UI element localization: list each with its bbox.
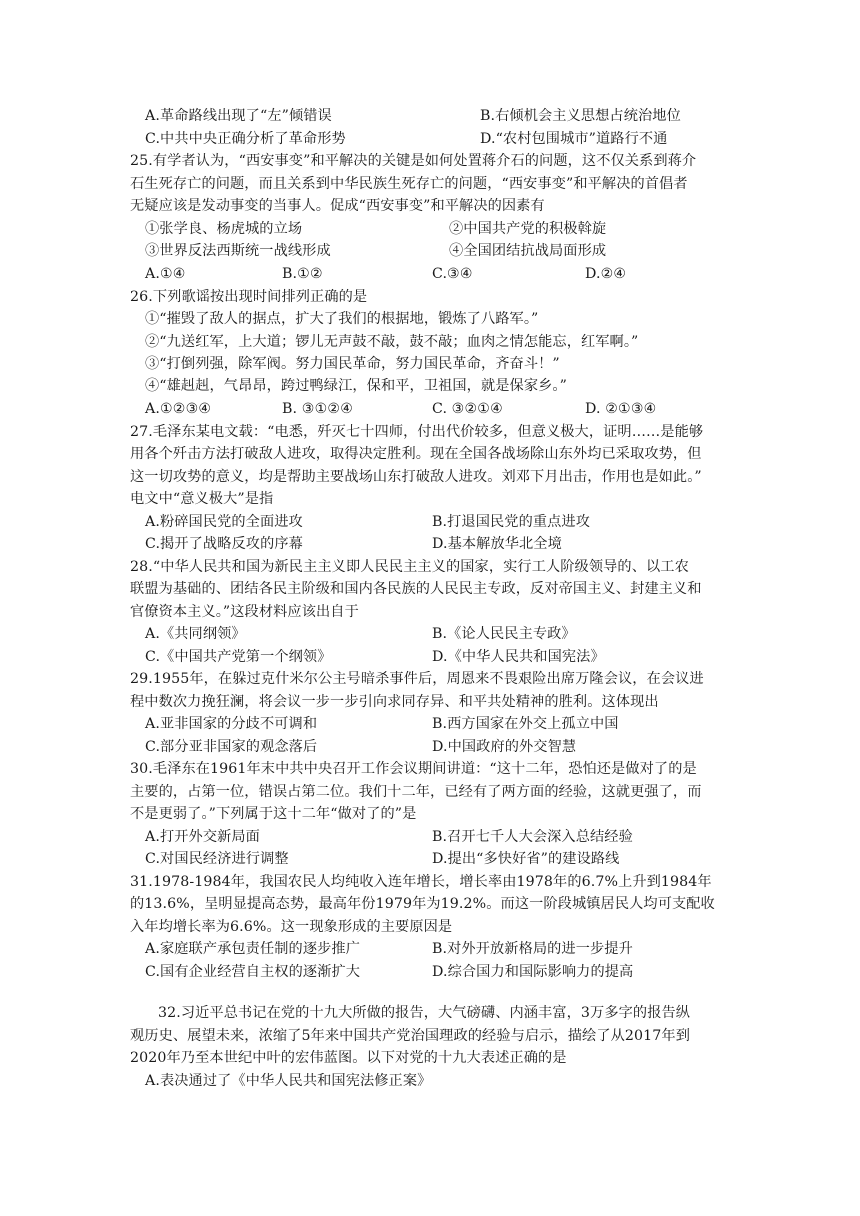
q25-stem-line-1: 25.有学者认为，“西安事变”和平解决的关键是如何处置蒋介石的问题，这不仅关系到蒋介 — [130, 153, 697, 169]
q29-option-a: A.亚非国家的分歧不可调和 — [145, 716, 318, 732]
q31-stem-line-2: 的13.6%，呈明显提高态势，最高年份1979年为19.2%。而这一阶段城镇居民人均可支配收 — [130, 896, 715, 912]
q26-stem: 26.下列歌谣按出现时间排列正确的是 — [130, 289, 368, 305]
q26-item-3: ③“打倒列强，除军阀。努力国民革命，努力国民革命，齐奋斗！” — [145, 356, 560, 372]
q32-stem-line-3: 2020年乃至本世纪中叶的宏伟蓝图。以下对党的十九大表述正确的是 — [130, 1050, 567, 1066]
q31-option-c: C.国有企业经营自主权的逐渐扩大 — [145, 964, 361, 980]
q30-stem-line-1: 30.毛泽东在1961年末中共中央召开工作会议期间讲道：“这十二年，恐怕还是做对了的是 — [130, 761, 697, 777]
q25-item-2: ②中国共产党的积极斡旋 — [449, 221, 607, 237]
q31-option-b: B.对外开放新格局的进一步提升 — [432, 941, 633, 957]
q27-stem-line-2: 用各个歼击方法打破敌人进攻，取得决定胜利。现在全国各战场除山东外均已采取攻势，但 — [130, 446, 702, 462]
q24-option-c: C.中共中央正确分析了革命形势 — [145, 131, 346, 147]
q28-option-b: B.《论人民民主专政》 — [432, 626, 576, 642]
q30-option-b: B.召开七千人大会深入总结经验 — [432, 829, 633, 845]
q31-stem-line-3: 入年均增长率为6.6%。这一现象形成的主要原因是 — [130, 919, 453, 935]
q25-item-4: ④全国团结抗战局面形成 — [449, 243, 607, 259]
q27-stem-line-4: 电文中“意义极大”是指 — [130, 491, 274, 507]
q25-option-b: B.①② — [282, 266, 323, 282]
q32-stem-line-1: 32.习近平总书记在党的十九大所做的报告，大气磅礴、内涵丰富，3万多字的报告纵 — [158, 1005, 691, 1021]
q26-option-a: A.①②③④ — [145, 401, 212, 417]
q24-option-a: A.革命路线出现了“左”倾错误 — [145, 108, 332, 124]
q28-option-a: A.《共同纲领》 — [145, 626, 246, 642]
q30-stem-line-2: 主要的，占第一位，错误占第二位。我们十二年，已经有了两方面的经验，这就更强了，而 — [130, 784, 702, 800]
q25-stem-line-3: 无疑应该是发动事变的当事人。促成“西安事变”和平解决的因素有 — [130, 198, 545, 214]
q26-item-4: ④“雄赳赳，气昂昂，跨过鸭绿江，保和平，卫祖国，就是保家乡。” — [145, 378, 567, 394]
q30-option-c: C.对国民经济进行调整 — [145, 851, 289, 867]
q30-option-a: A.打开外交新局面 — [145, 829, 260, 845]
q28-stem-line-2: 联盟为基础的、团结各民主阶级和国内各民族的人民民主专政，反对帝国主义、封建主义和 — [130, 581, 702, 597]
q26-item-2: ②“九送红军，上大道；锣儿无声鼓不敲，鼓不敲；血肉之情怎能忘，红军啊。” — [145, 334, 639, 350]
q26-option-c: C. ③②①④ — [432, 401, 503, 417]
q29-option-c: C.部分亚非国家的观念落后 — [145, 739, 318, 755]
q31-option-a: A.家庭联产承包责任制的逐步推广 — [145, 941, 360, 957]
q27-option-c: C.揭开了战略反攻的序幕 — [145, 536, 303, 552]
q27-stem-line-3: 这一切攻势的意义，均是帮助主要战场山东打破敌人进攻。刘邓下月出击，作用也是如此。” — [130, 469, 702, 485]
q25-option-d: D.②④ — [585, 266, 627, 282]
q28-option-c: C.《中国共产党第一个纲领》 — [145, 649, 332, 665]
q28-stem-line-1: 28.“中华人民共和国为新民主主义即人民民主主义的国家，实行工人阶级领导的、以工农 — [130, 559, 689, 575]
q27-stem-line-1: 27.毛泽东某电文载：“电悉，歼灭七十四师，付出代价较多，但意义极大，证明……是能够 — [130, 424, 704, 440]
q29-stem-line-2: 程中数次力挽狂澜，将会议一步一步引向求同存异、和平共处精神的胜利。这体现出 — [130, 694, 659, 710]
q30-option-d: D.提出“多快好省”的建设路线 — [432, 851, 620, 867]
q28-option-d: D.《中华人民共和国宪法》 — [432, 649, 605, 665]
q24-option-d: D.“农村包围城市”道路行不通 — [480, 131, 668, 147]
q28-stem-line-3: 官僚资本主义。”这段材料应该出自于 — [130, 604, 359, 620]
q31-stem-line-1: 31.1978-1984年，我国农民人均纯收入连年增长，增长率由1978年的6.7%上升到1984年 — [130, 874, 712, 890]
q26-option-b: B. ③①②④ — [282, 401, 354, 417]
q25-option-a: A.①④ — [145, 266, 186, 282]
q32-option-a: A.表决通过了《中华人民共和国宪法修正案》 — [145, 1073, 432, 1089]
q29-stem-line-1: 29.1955年，在躲过克什米尔公主号暗杀事件后，周恩来不畏艰险出席万隆会议，在会议进 — [130, 671, 704, 687]
q26-item-1: ①“摧毁了敌人的据点，扩大了我们的根据地，锻炼了八路军。” — [145, 311, 539, 327]
q27-option-b: B.打退国民党的重点进攻 — [432, 514, 591, 530]
q25-stem-line-2: 石生死存亡的问题，而且关系到中华民族生死存亡的问题，“西安事变”和平解决的首倡者 — [130, 176, 688, 192]
q25-option-c: C.③④ — [432, 266, 473, 282]
q25-item-1: ①张学良、杨虎城的立场 — [145, 221, 303, 237]
q30-stem-line-3: 不是更弱了。”下列属于这十二年“做对了的”是 — [130, 806, 417, 822]
q29-option-b: B.西方国家在外交上孤立中国 — [432, 716, 619, 732]
q29-option-d: D.中国政府的外交智慧 — [432, 739, 577, 755]
q26-option-d: D. ②①③④ — [585, 401, 657, 417]
q25-item-3: ③世界反法西斯统一战线形成 — [145, 243, 331, 259]
q24-option-b: B.右倾机会主义思想占统治地位 — [480, 108, 681, 124]
q32-stem-line-2: 观历史、展望未来，浓缩了5年来中国共产党治国理政的经验与启示，描绘了从2017年到 — [130, 1028, 690, 1044]
q31-option-d: D.综合国力和国际影响力的提高 — [432, 964, 634, 980]
q27-option-a: A.粉碎国民党的全面进攻 — [145, 514, 303, 530]
q27-option-d: D.基本解放华北全境 — [432, 536, 562, 552]
